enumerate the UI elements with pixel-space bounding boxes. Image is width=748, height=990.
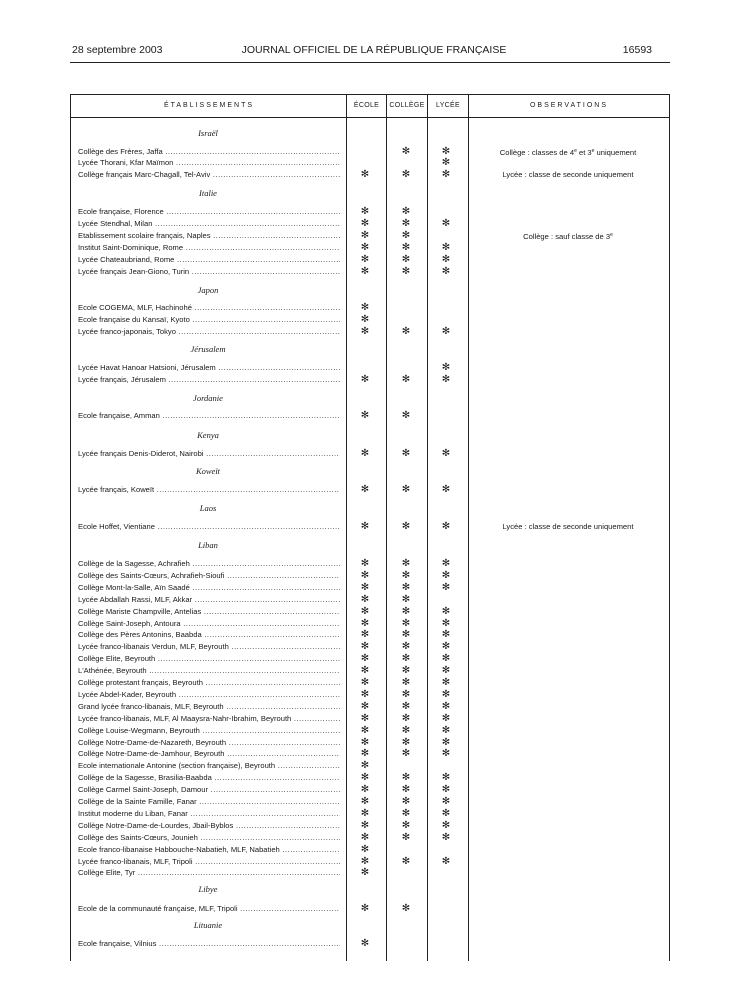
school-name: Ecole internationale Antonine (section française), Beyrouth ..... — [78, 760, 340, 771]
lycee-mark: ✻ — [441, 254, 451, 265]
column-header-lycee: LYCÉE — [436, 102, 460, 109]
column-header-observations: OBSERVATIONS — [529, 102, 609, 109]
lycee-mark: ✻ — [441, 629, 451, 641]
country-heading: Lituanie — [193, 920, 223, 930]
college-mark: ✻ — [401, 242, 411, 253]
school-name: Collège Saint-Joseph, Antoura ..... — [78, 618, 340, 629]
lycee-mark: ✻ — [441, 784, 451, 796]
ecole-mark: ✻ — [360, 772, 370, 784]
lycee-mark: ✻ — [441, 605, 451, 617]
ecole-mark: ✻ — [360, 831, 370, 843]
ecole-mark: ✻ — [360, 665, 370, 677]
lycee-mark: ✻ — [441, 819, 451, 831]
lycee-mark: ✻ — [441, 362, 451, 373]
school-name: Ecole française, Vilnius ..... — [78, 938, 340, 949]
column-divider — [427, 95, 428, 961]
college-mark: ✻ — [401, 831, 411, 843]
lycee-mark: ✻ — [441, 146, 451, 157]
college-mark: ✻ — [401, 581, 411, 593]
ecole-mark: ✻ — [360, 653, 370, 665]
ecole-mark: ✻ — [360, 230, 370, 241]
ecole-mark: ✻ — [360, 700, 370, 712]
observation-note: Collège : classes de 4e et 3e uniquement — [499, 148, 637, 157]
ecole-mark: ✻ — [360, 736, 370, 748]
column-header-etablissements: ÉTABLISSEMENTS — [163, 102, 255, 109]
school-name: Grand lycée franco-libanais, MLF, Beyrouth ..... — [78, 701, 340, 712]
college-mark: ✻ — [401, 903, 411, 914]
ecole-mark: ✻ — [360, 629, 370, 641]
college-mark: ✻ — [401, 736, 411, 748]
ecole-mark: ✻ — [360, 410, 370, 421]
college-mark: ✻ — [401, 629, 411, 641]
lycee-mark: ✻ — [441, 700, 451, 712]
lycee-mark: ✻ — [441, 712, 451, 724]
school-name: Collège des Saints-Cœurs, Achrafieh-Sioufi ..... — [78, 570, 340, 581]
ecole-mark: ✻ — [360, 569, 370, 581]
college-mark: ✻ — [401, 700, 411, 712]
ecole-mark: ✻ — [360, 819, 370, 831]
country-heading: Japon — [197, 285, 219, 295]
journal-title: JOURNAL OFFICIEL DE LA RÉPUBLIQUE FRANÇAISE — [241, 44, 507, 56]
college-mark: ✻ — [401, 807, 411, 819]
ecole-mark: ✻ — [360, 168, 370, 180]
ecole-mark: ✻ — [360, 314, 370, 325]
lycee-mark: ✻ — [441, 218, 451, 229]
college-mark: ✻ — [401, 254, 411, 265]
lycee-mark: ✻ — [441, 521, 451, 532]
lycee-mark: ✻ — [441, 374, 451, 385]
college-mark: ✻ — [401, 410, 411, 421]
ecole-mark: ✻ — [360, 796, 370, 807]
school-name: Institut Saint-Dominique, Rome ..... — [78, 242, 340, 253]
ecole-mark: ✻ — [360, 855, 370, 867]
college-mark: ✻ — [401, 146, 411, 157]
school-name: Collège Carmel Saint-Joseph, Damour ..... — [78, 784, 340, 795]
lycee-mark: ✻ — [441, 855, 451, 867]
lycee-mark: ✻ — [441, 677, 451, 688]
college-mark: ✻ — [401, 653, 411, 665]
column-header-college: COLLÈGE — [389, 102, 425, 109]
school-name: Ecole de la communauté française, MLF, Tripoli ..... — [78, 903, 340, 914]
school-name: Lycée Thorani, Kfar Maïmon ..... — [78, 157, 340, 168]
lycee-mark: ✻ — [441, 688, 451, 700]
lycee-mark: ✻ — [441, 157, 451, 169]
country-heading: Jérusalem — [190, 344, 226, 354]
ecole-mark: ✻ — [360, 581, 370, 593]
ecole-mark: ✻ — [360, 748, 370, 760]
lycee-mark: ✻ — [441, 569, 451, 581]
college-mark: ✻ — [401, 784, 411, 796]
school-name: Collège Notre-Dame-de-Nazareth, Beyrouth ..... — [78, 737, 340, 748]
school-name: Lycée français Jean-Giono, Turin ..... — [78, 266, 340, 277]
lycee-mark: ✻ — [441, 724, 451, 736]
ecole-mark: ✻ — [360, 326, 370, 337]
school-name: Ecole franco-libanaise Habbouche-Nabatieh, MLF, Nabatieh ..... — [78, 844, 340, 855]
table-header-rule — [71, 117, 669, 118]
observation-note: Lycée : classe de seconde uniquement — [502, 169, 634, 179]
school-name: Lycée franco-libanais Verdun, MLF, Beyrouth ..... — [78, 641, 340, 652]
school-name: Lycée Chateaubriand, Rome ..... — [78, 254, 340, 265]
ecole-mark: ✻ — [360, 593, 370, 605]
publication-date: 28 septembre 2003 — [72, 44, 163, 56]
school-name: Collège des Frères, Jaffa ..... — [78, 146, 340, 157]
college-mark: ✻ — [401, 266, 411, 277]
country-heading: Koweït — [195, 466, 221, 476]
college-mark: ✻ — [401, 448, 411, 459]
lycee-mark: ✻ — [441, 772, 451, 784]
school-name: Lycée français, Koweït ..... — [78, 484, 340, 495]
lycee-mark: ✻ — [441, 266, 451, 277]
college-mark: ✻ — [401, 593, 411, 605]
lycee-mark: ✻ — [441, 748, 451, 760]
header-rule — [70, 62, 670, 63]
school-name: Collège Elite, Beyrouth ..... — [78, 653, 340, 664]
ecole-mark: ✻ — [360, 484, 370, 495]
ecole-mark: ✻ — [360, 374, 370, 385]
lycee-mark: ✻ — [441, 617, 451, 629]
school-name: Ecole française du Kansaï, Kyoto ..... — [78, 314, 340, 325]
school-name: Ecole Hoffet, Vientiane ..... — [78, 521, 340, 532]
school-name: Institut moderne du Liban, Fanar ..... — [78, 808, 340, 819]
school-name: Lycée Havat Hanoar Hatsioni, Jérusalem ..... — [78, 362, 340, 373]
school-name: L'Athénée, Beyrouth ..... — [78, 665, 340, 676]
school-name: Collège Notre-Dame-de-Lourdes, Jbail-Byblos ..... — [78, 820, 340, 831]
ecole-mark: ✻ — [360, 867, 370, 879]
ecole-mark: ✻ — [360, 218, 370, 229]
college-mark: ✻ — [401, 819, 411, 831]
school-name: Lycée franco-libanais, MLF, Al Maaysra-Nahr-Ibrahim, Beyrouth ..... — [78, 713, 340, 724]
college-mark: ✻ — [401, 605, 411, 617]
ecole-mark: ✻ — [360, 254, 370, 265]
ecole-mark: ✻ — [360, 617, 370, 629]
school-name: Lycée franco-japonais, Tokyo ..... — [78, 326, 340, 337]
lycee-mark: ✻ — [441, 448, 451, 459]
lycee-mark: ✻ — [441, 326, 451, 337]
lycee-mark: ✻ — [441, 736, 451, 748]
college-mark: ✻ — [401, 712, 411, 724]
school-name: Ecole française, Amman ..... — [78, 410, 340, 421]
school-name: Ecole COGEMA, MLF, Hachinohé ..... — [78, 302, 340, 313]
observation-note: Lycée : classe de seconde uniquement — [502, 522, 634, 531]
ecole-mark: ✻ — [360, 302, 370, 313]
school-name: Collège Mont-la-Salle, Aïn Saadé ..... — [78, 582, 340, 593]
ecole-mark: ✻ — [360, 206, 370, 217]
ecole-mark: ✻ — [360, 784, 370, 796]
college-mark: ✻ — [401, 558, 411, 569]
school-name: Lycée Stendhal, Milan ..... — [78, 218, 340, 229]
school-name: Collège de la Sagesse, Achrafieh ..... — [78, 558, 340, 569]
school-name: Lycée Abdel-Kader, Beyrouth ..... — [78, 689, 340, 700]
country-heading: Israël — [198, 128, 218, 138]
ecole-mark: ✻ — [360, 938, 370, 949]
school-name: Collège de la Sainte Famille, Fanar ..... — [78, 796, 340, 807]
college-mark: ✻ — [401, 677, 411, 688]
ecole-mark: ✻ — [360, 688, 370, 700]
country-heading: Jordanie — [193, 393, 223, 403]
ecole-mark: ✻ — [360, 712, 370, 724]
column-divider — [386, 95, 387, 961]
school-name: Lycée Abdallah Rassi, MLF, Akkar ..... — [78, 594, 340, 605]
college-mark: ✻ — [401, 665, 411, 677]
college-mark: ✻ — [401, 748, 411, 760]
ecole-mark: ✻ — [360, 641, 370, 653]
college-mark: ✻ — [401, 641, 411, 653]
lycee-mark: ✻ — [441, 484, 451, 495]
ecole-mark: ✻ — [360, 724, 370, 736]
ecole-mark: ✻ — [360, 843, 370, 855]
college-mark: ✻ — [401, 206, 411, 217]
school-name: Ecole française, Florence ..... — [78, 206, 340, 217]
school-name: Collège protestant français, Beyrouth ..... — [78, 677, 340, 688]
school-name: Collège Mariste Champville, Antelias ..... — [78, 606, 340, 617]
lycee-mark: ✻ — [441, 831, 451, 843]
college-mark: ✻ — [401, 855, 411, 867]
college-mark: ✻ — [401, 374, 411, 385]
lycee-mark: ✻ — [441, 581, 451, 593]
college-mark: ✻ — [401, 168, 411, 180]
column-header-ecole: ÉCOLE — [353, 102, 380, 109]
school-name: Collège Notre-Dame-de-Jamhour, Beyrouth ..... — [78, 748, 340, 759]
ecole-mark: ✻ — [360, 605, 370, 617]
school-name: Collège de la Sagesse, Brasilia-Baabda ..... — [78, 772, 340, 783]
ecole-mark: ✻ — [360, 448, 370, 459]
lycee-mark: ✻ — [441, 168, 451, 180]
school-name: Lycée franco-libanais, MLF, Tripoli ..... — [78, 856, 340, 867]
college-mark: ✻ — [401, 617, 411, 629]
ecole-mark: ✻ — [360, 242, 370, 253]
school-name: Lycée français Denis-Diderot, Nairobi ..... — [78, 448, 340, 459]
college-mark: ✻ — [401, 230, 411, 241]
country-heading: Laos — [199, 503, 217, 513]
school-name: Collège des Saints-Cœurs, Jounieh ..... — [78, 832, 340, 843]
ecole-mark: ✻ — [360, 521, 370, 532]
college-mark: ✻ — [401, 772, 411, 784]
school-name: Etablissement scolaire français, Naples ..... — [78, 230, 340, 241]
country-heading: Liban — [198, 540, 218, 550]
ecole-mark: ✻ — [360, 558, 370, 569]
school-name: Collège Elite, Tyr ..... — [78, 867, 340, 878]
lycee-mark: ✻ — [441, 665, 451, 677]
college-mark: ✻ — [401, 688, 411, 700]
lycee-mark: ✻ — [441, 796, 451, 807]
ecole-mark: ✻ — [360, 760, 370, 772]
lycee-mark: ✻ — [441, 242, 451, 253]
country-heading: Libye — [198, 884, 218, 894]
country-heading: Kenya — [197, 430, 219, 440]
school-name: Collège français Marc-Chagall, Tel-Aviv ..... — [78, 169, 340, 180]
college-mark: ✻ — [401, 569, 411, 581]
school-name: Collège Louise-Wegmann, Beyrouth ..... — [78, 725, 340, 736]
college-mark: ✻ — [401, 484, 411, 495]
college-mark: ✻ — [401, 796, 411, 807]
lycee-mark: ✻ — [441, 653, 451, 665]
lycee-mark: ✻ — [441, 641, 451, 653]
school-name: Lycée français, Jérusalem ..... — [78, 374, 340, 385]
college-mark: ✻ — [401, 218, 411, 229]
ecole-mark: ✻ — [360, 266, 370, 277]
country-heading: Italie — [199, 188, 217, 198]
page-number: 16593 — [622, 44, 652, 56]
lycee-mark: ✻ — [441, 558, 451, 569]
ecole-mark: ✻ — [360, 807, 370, 819]
college-mark: ✻ — [401, 326, 411, 337]
column-divider — [346, 95, 347, 961]
observation-note: Collège : sauf classe de 3e — [523, 232, 613, 241]
ecole-mark: ✻ — [360, 903, 370, 914]
college-mark: ✻ — [401, 724, 411, 736]
college-mark: ✻ — [401, 521, 411, 532]
school-name: Collège des Pères Antonins, Baabda ..... — [78, 629, 340, 640]
lycee-mark: ✻ — [441, 807, 451, 819]
ecole-mark: ✻ — [360, 677, 370, 688]
